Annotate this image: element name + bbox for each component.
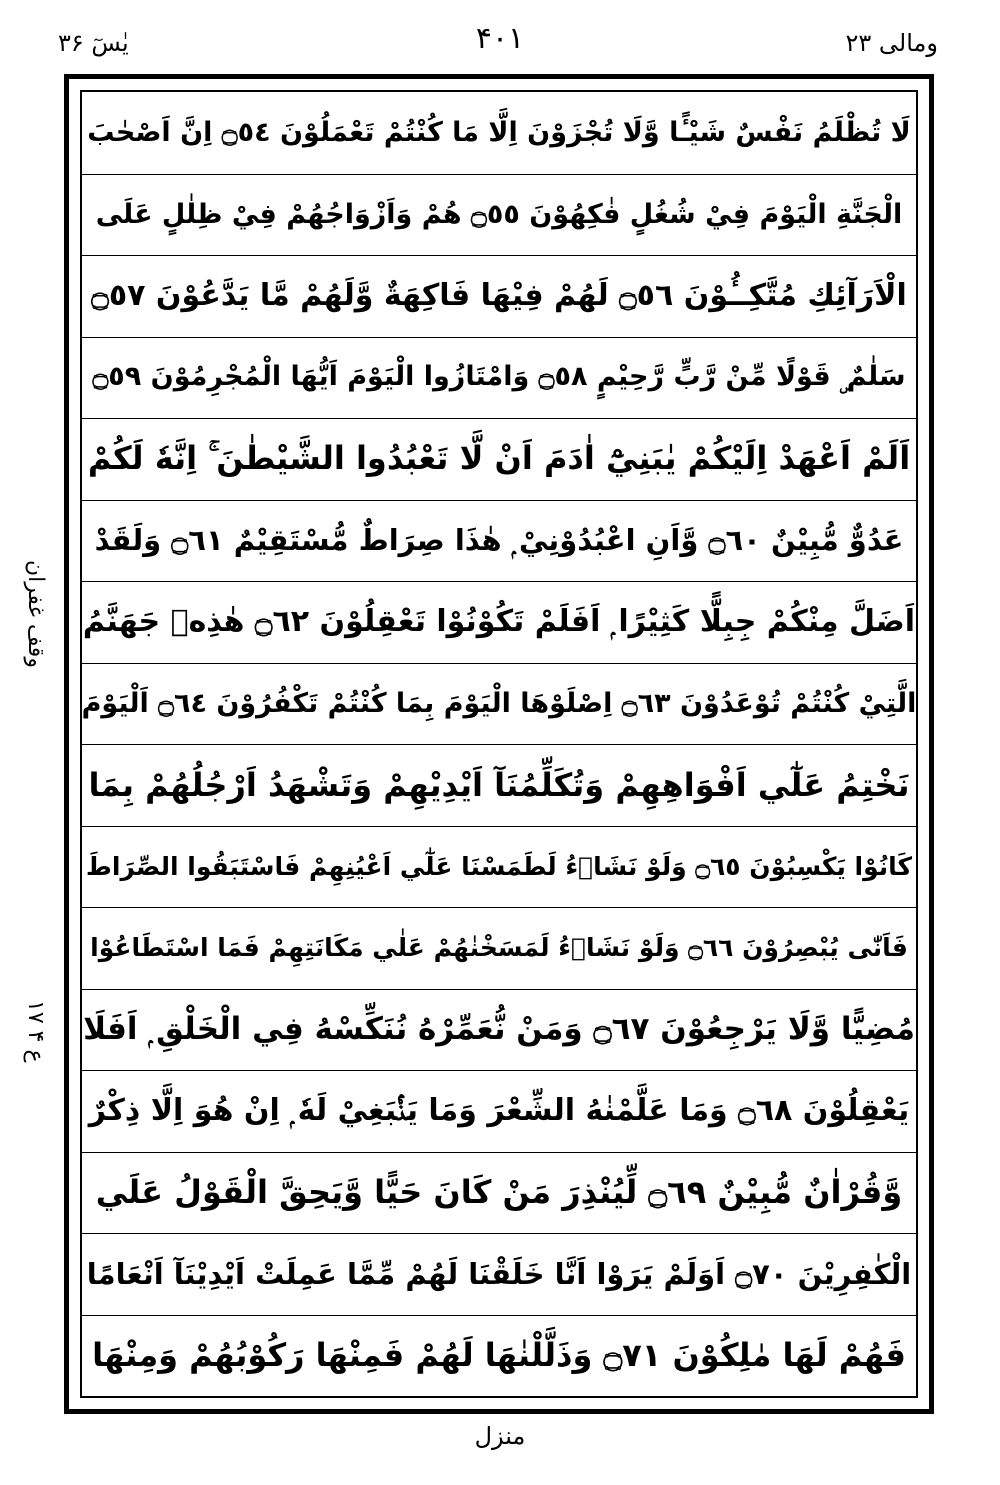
verse-line: الْجَنَّةِ الْيَوْمَ فِيْ شُغُلٍ فٰكِهُوْنَ ۝٥٥ هُمْ وَاَزْوَاجُهُمْ فِيْ ظِلٰلٍ عَلَى <box>95 198 903 230</box>
line-rule <box>82 1152 916 1153</box>
verse-line: اَلَمْ اَعْهَدْ اِلَيْكُمْ يٰبَنِيْٓ اٰدَمَ اَنْ لَّا تَعْبُدُوا الشَّيْطٰنَ ۚ اِنَّهٗ لَكُمْ <box>87 439 911 478</box>
verse-line: نَخْتِمُ عَلٰٓي اَفْوَاهِهِمْ وَتُكَلِّمُنَآ اَيْدِيْهِمْ وَتَشْهَدُ اَرْجُلُهُمْ بِمَا <box>88 765 910 804</box>
verse-line: وَّقُرْاٰنٌ مُّبِيْنٌ ۝٦٩ لِّيُنْذِرَ مَنْ كَانَ حَيًّا وَّيَحِقَّ الْقَوْلُ عَلَي <box>95 1173 903 1212</box>
page-number: ۴۰۱ <box>475 21 525 56</box>
line-rule <box>82 907 916 908</box>
verse-line: مُضِيًّا وَّلَا يَرْجِعُوْنَ ۝٦٧ وَمَنْ نُّعَمِّرْهُ نُنَكِّسْهُ فِي الْخَلْقِ ۭ اَفَلَا <box>83 1010 915 1047</box>
verse-line: لَا تُظْلَمُ نَفْسٌ شَيْـًٔا وَّلَا تُجْزَوْنَ اِلَّا مَا كُنْتُمْ تَعْمَلُوْنَ ۝٥٤ اِنَّ اَصْحٰبَ <box>87 117 911 149</box>
margin-note-ruku: ع ۴ ۱۷ <box>23 1000 48 1063</box>
line-rule <box>82 826 916 827</box>
line-rule <box>82 255 916 256</box>
line-rule <box>82 1233 916 1234</box>
verse-line: يَعْقِلُوْنَ ۝٦٨ وَمَا عَلَّمْنٰهُ الشِّعْرَ وَمَا يَنْۢبَغِيْ لَهٗ ۭ اِنْ هُوَ اِلَّا ذِكْرٌ <box>88 1093 910 1129</box>
verse-line: الَّتِيْ كُنْتُمْ تُوْعَدُوْنَ ۝٦٣ اِصْلَوْهَا الْيَوْمَ بِمَا كُنْتُمْ تَكْفُرُوْنَ ۝٦٤ اَلْيَوْمَ <box>82 687 916 719</box>
margin-note-waqf: وقف غفران <box>23 560 48 668</box>
verse-line: سَلٰمٌ ۣ قَوْلًا مِّنْ رَّبٍّ رَّحِيْمٍ ۝٥٨ وَامْتَازُوا الْيَوْمَ اَيُّهَا الْمُجْرِمُوْنَ ۝٥٩ <box>92 361 906 393</box>
manzil-footer: منزل <box>474 1422 526 1450</box>
verse-line: كَانُوْا يَكْسِبُوْنَ ۝٦٥ وَلَوْ نَشَاۗءُ لَطَمَسْنَا عَلٰٓي اَعْيُنِهِمْ فَاسْتَبَقُوا الصِّرَاطَ <box>85 851 913 881</box>
verse-line: عَدُوٌّ مُّبِيْنٌ ۝٦٠ وَّاَنِ اعْبُدُوْنِيْ ۭ هٰذَا صِرَاطٌ مُّسْتَقِيْمٌ ۝٦١ وَلَقَدْ <box>94 522 904 557</box>
line-rule <box>82 500 916 501</box>
verse-line: اَضَلَّ مِنْكُمْ جِبِلًّا كَثِيْرًا ۭ اَفَلَمْ تَكُوْنُوْا تَعْقِلُوْنَ ۝٦٢ هٰذِهٖ جَهَنَّمُ <box>82 604 916 640</box>
line-rule <box>82 174 916 175</box>
line-rule <box>82 1315 916 1316</box>
juz-name-header: ومالی ۲۳ <box>845 29 938 57</box>
line-rule <box>82 418 916 419</box>
line-rule <box>82 1070 916 1071</box>
surah-name-header: یٰسٓ ۳۶ <box>58 29 129 57</box>
verse-line: الْكٰفِرِيْنَ ۝٧٠ اَوَلَمْ يَرَوْا اَنَّا خَلَقْنَا لَهُمْ مِّمَّا عَمِلَتْ اَيْدِيْنَآ اَنْعَامًا <box>86 1256 912 1291</box>
line-rule <box>82 337 916 338</box>
line-rule <box>82 989 916 990</box>
line-rule <box>82 744 916 745</box>
line-rule <box>82 663 916 664</box>
verse-line: فَهُمْ لَهَا مٰلِكُوْنَ ۝٧١ وَذَلَّلْنٰهَا لَهُمْ فَمِنْهَا رَكُوْبُهُمْ وَمِنْهَا <box>92 1336 906 1375</box>
verse-line: فَاَنّٰى يُبْصِرُوْنَ ۝٦٦ وَلَوْ نَشَاۗءُ لَمَسَخْنٰهُمْ عَلٰي مَكَانَتِهِمْ فَمَا اسْتَطَاعُوْا <box>90 933 908 963</box>
line-rule <box>82 581 916 582</box>
verse-line: الْاَرَآئِكِ مُتَّكِــُٔوْنَ ۝٥٦ لَهُمْ فِيْهَا فَاكِهَةٌ وَّلَهُمْ مَّا يَدَّعُوْنَ ۝٥٧ <box>91 278 907 314</box>
